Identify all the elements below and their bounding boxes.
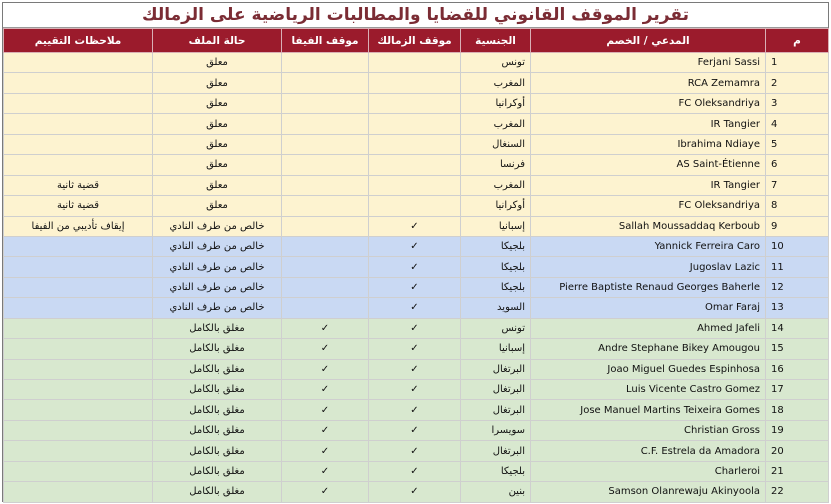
file-status-cell: خالص من طرف النادي — [153, 257, 282, 277]
notes-cell — [4, 339, 153, 359]
table-row — [4, 339, 829, 359]
file-status-cell: معلق — [153, 134, 282, 154]
fifa-status-cell: ✓ — [282, 380, 369, 400]
nationality-cell: أوكرانيا — [461, 93, 531, 113]
row-number: 2 — [766, 73, 829, 93]
fifa-status-cell: ✓ — [282, 441, 369, 461]
nationality-cell: السويد — [461, 298, 531, 318]
fifa-status-cell — [282, 134, 369, 154]
row-number: 4 — [766, 114, 829, 134]
nationality-cell: المغرب — [461, 73, 531, 93]
notes-cell — [4, 53, 153, 73]
row-number: 18 — [766, 400, 829, 420]
fifa-status-cell: ✓ — [282, 359, 369, 379]
nationality-cell: إسبانيا — [461, 216, 531, 236]
row-number: 7 — [766, 175, 829, 195]
notes-cell — [4, 134, 153, 154]
header-name: المدعي / الخصم — [531, 29, 766, 53]
table-row — [4, 441, 829, 461]
zamalek-status-cell: ✓ — [369, 339, 461, 359]
file-status-cell: معلق — [153, 196, 282, 216]
zamalek-status-cell: ✓ — [369, 441, 461, 461]
row-number: 8 — [766, 196, 829, 216]
header-nationality: الجنسية — [461, 29, 531, 53]
claimant-name: Jose Manuel Martins Teixeira Gomes — [531, 400, 766, 420]
claimant-name: Andre Stephane Bikey Amougou — [531, 339, 766, 359]
zamalek-status-cell — [369, 53, 461, 73]
claimant-name: FC Oleksandriya — [531, 196, 766, 216]
notes-cell — [4, 441, 153, 461]
zamalek-status-cell: ✓ — [369, 236, 461, 256]
header-fifa: موقف الفيفا — [282, 29, 369, 53]
fifa-status-cell: ✓ — [282, 339, 369, 359]
file-status-cell: مغلق بالكامل — [153, 359, 282, 379]
fifa-status-cell — [282, 155, 369, 175]
table-row — [4, 359, 829, 379]
row-number: 13 — [766, 298, 829, 318]
fifa-status-cell: ✓ — [282, 420, 369, 440]
claimant-name: Yannick Ferreira Caro — [531, 236, 766, 256]
fifa-status-cell — [282, 196, 369, 216]
nationality-cell: تونس — [461, 318, 531, 338]
table-row — [4, 216, 829, 236]
table-row — [4, 114, 829, 134]
nationality-cell: البرتغال — [461, 380, 531, 400]
nationality-cell: أوكرانيا — [461, 196, 531, 216]
notes-cell: قضية ثانية — [4, 196, 153, 216]
zamalek-status-cell: ✓ — [369, 298, 461, 318]
file-status-cell: معلق — [153, 175, 282, 195]
notes-cell — [4, 257, 153, 277]
fifa-status-cell — [282, 175, 369, 195]
header-row — [4, 29, 829, 53]
file-status-cell: مغلق بالكامل — [153, 339, 282, 359]
claimant-name: Ferjani Sassi — [531, 53, 766, 73]
row-number: 19 — [766, 420, 829, 440]
row-number: 17 — [766, 380, 829, 400]
nationality-cell: البرتغال — [461, 441, 531, 461]
file-status-cell: مغلق بالكامل — [153, 400, 282, 420]
notes-cell: إيقاف تأديبي من الفيفا — [4, 216, 153, 236]
notes-cell — [4, 114, 153, 134]
nationality-cell: سويسرا — [461, 420, 531, 440]
row-number: 3 — [766, 93, 829, 113]
table-row — [4, 134, 829, 154]
fifa-status-cell — [282, 73, 369, 93]
notes-cell — [4, 73, 153, 93]
fifa-status-cell: ✓ — [282, 482, 369, 502]
claimant-name: Jugoslav Lazic — [531, 257, 766, 277]
table-row — [4, 318, 829, 338]
zamalek-status-cell — [369, 93, 461, 113]
header-zamalek: موقف الزمالك — [369, 29, 461, 53]
notes-cell — [4, 400, 153, 420]
table-row — [4, 277, 829, 297]
table-body — [4, 53, 829, 503]
nationality-cell: بلجيكا — [461, 236, 531, 256]
row-number: 9 — [766, 216, 829, 236]
file-status-cell: خالص من طرف النادي — [153, 298, 282, 318]
table-row — [4, 461, 829, 481]
file-status-cell: خالص من طرف النادي — [153, 236, 282, 256]
claimant-name: C.F. Estrela da Amadora — [531, 441, 766, 461]
zamalek-status-cell: ✓ — [369, 277, 461, 297]
notes-cell — [4, 236, 153, 256]
header-notes: ملاحظات التقييم — [4, 29, 153, 53]
notes-cell — [4, 420, 153, 440]
row-number: 14 — [766, 318, 829, 338]
file-status-cell: معلق — [153, 93, 282, 113]
nationality-cell: إسبانيا — [461, 339, 531, 359]
row-number: 1 — [766, 53, 829, 73]
nationality-cell: بلجيكا — [461, 257, 531, 277]
zamalek-status-cell — [369, 73, 461, 93]
report-sheet — [2, 2, 829, 502]
file-status-cell: معلق — [153, 155, 282, 175]
nationality-cell: بلجيكا — [461, 461, 531, 481]
nationality-cell: بلجيكا — [461, 277, 531, 297]
zamalek-status-cell: ✓ — [369, 461, 461, 481]
claimant-name: Charleroi — [531, 461, 766, 481]
row-number: 5 — [766, 134, 829, 154]
notes-cell — [4, 482, 153, 502]
nationality-cell: المغرب — [461, 175, 531, 195]
nationality-cell: بنين — [461, 482, 531, 502]
table-row — [4, 53, 829, 73]
table-row — [4, 400, 829, 420]
claimant-name: Ahmed Jafeli — [531, 318, 766, 338]
cases-table — [3, 28, 829, 503]
claimant-name: Ibrahima Ndiaye — [531, 134, 766, 154]
fifa-status-cell — [282, 277, 369, 297]
table-row — [4, 298, 829, 318]
table-row — [4, 196, 829, 216]
notes-cell — [4, 359, 153, 379]
row-number: 22 — [766, 482, 829, 502]
nationality-cell: تونس — [461, 53, 531, 73]
file-status-cell: مغلق بالكامل — [153, 441, 282, 461]
notes-cell — [4, 155, 153, 175]
claimant-name: Christian Gross — [531, 420, 766, 440]
report-title: تقرير الموقف القانوني للقضايا والمطالبات الرياضية على الزمالك — [3, 3, 828, 28]
claimant-name: Samson Olanrewaju Akinyoola — [531, 482, 766, 502]
fifa-status-cell: ✓ — [282, 461, 369, 481]
table-row — [4, 482, 829, 502]
notes-cell: قضية ثانية — [4, 175, 153, 195]
table-row — [4, 175, 829, 195]
notes-cell — [4, 277, 153, 297]
fifa-status-cell: ✓ — [282, 318, 369, 338]
header-file: حالة الملف — [153, 29, 282, 53]
zamalek-status-cell: ✓ — [369, 400, 461, 420]
fifa-status-cell: ✓ — [282, 400, 369, 420]
zamalek-status-cell — [369, 155, 461, 175]
row-number: 10 — [766, 236, 829, 256]
nationality-cell: المغرب — [461, 114, 531, 134]
claimant-name: IR Tangier — [531, 114, 766, 134]
row-number: 6 — [766, 155, 829, 175]
zamalek-status-cell: ✓ — [369, 380, 461, 400]
notes-cell — [4, 298, 153, 318]
file-status-cell: مغلق بالكامل — [153, 318, 282, 338]
fifa-status-cell — [282, 257, 369, 277]
zamalek-status-cell — [369, 196, 461, 216]
file-status-cell: مغلق بالكامل — [153, 482, 282, 502]
file-status-cell: مغلق بالكامل — [153, 420, 282, 440]
claimant-name: Omar Faraj — [531, 298, 766, 318]
row-number: 15 — [766, 339, 829, 359]
table-row — [4, 236, 829, 256]
fifa-status-cell — [282, 216, 369, 236]
zamalek-status-cell — [369, 134, 461, 154]
table-row — [4, 380, 829, 400]
fifa-status-cell — [282, 93, 369, 113]
row-number: 21 — [766, 461, 829, 481]
claimant-name: AS Saint-Étienne — [531, 155, 766, 175]
nationality-cell: البرتغال — [461, 359, 531, 379]
table-row — [4, 93, 829, 113]
file-status-cell: خالص من طرف النادي — [153, 216, 282, 236]
file-status-cell: معلق — [153, 114, 282, 134]
row-number: 12 — [766, 277, 829, 297]
file-status-cell: معلق — [153, 73, 282, 93]
claimant-name: RCA Zemamra — [531, 73, 766, 93]
file-status-cell: مغلق بالكامل — [153, 461, 282, 481]
table-row — [4, 155, 829, 175]
notes-cell — [4, 93, 153, 113]
notes-cell — [4, 318, 153, 338]
zamalek-status-cell: ✓ — [369, 257, 461, 277]
fifa-status-cell — [282, 236, 369, 256]
zamalek-status-cell: ✓ — [369, 318, 461, 338]
nationality-cell: السنغال — [461, 134, 531, 154]
claimant-name: Sallah Moussaddaq Kerboub — [531, 216, 766, 236]
notes-cell — [4, 380, 153, 400]
zamalek-status-cell: ✓ — [369, 420, 461, 440]
nationality-cell: فرنسا — [461, 155, 531, 175]
file-status-cell: خالص من طرف النادي — [153, 277, 282, 297]
row-number: 16 — [766, 359, 829, 379]
fifa-status-cell — [282, 114, 369, 134]
zamalek-status-cell: ✓ — [369, 216, 461, 236]
zamalek-status-cell — [369, 114, 461, 134]
zamalek-status-cell: ✓ — [369, 482, 461, 502]
zamalek-status-cell — [369, 175, 461, 195]
header-num: م — [766, 29, 829, 53]
row-number: 20 — [766, 441, 829, 461]
claimant-name: IR Tangier — [531, 175, 766, 195]
table-row — [4, 420, 829, 440]
fifa-status-cell — [282, 53, 369, 73]
table-row — [4, 257, 829, 277]
row-number: 11 — [766, 257, 829, 277]
file-status-cell: معلق — [153, 53, 282, 73]
file-status-cell: مغلق بالكامل — [153, 380, 282, 400]
table-row — [4, 73, 829, 93]
claimant-name: Joao Miguel Guedes Espinhosa — [531, 359, 766, 379]
notes-cell — [4, 461, 153, 481]
claimant-name: Pierre Baptiste Renaud Georges Baherle — [531, 277, 766, 297]
fifa-status-cell — [282, 298, 369, 318]
nationality-cell: البرتغال — [461, 400, 531, 420]
claimant-name: Luis Vicente Castro Gomez — [531, 380, 766, 400]
zamalek-status-cell: ✓ — [369, 359, 461, 379]
claimant-name: FC Oleksandriya — [531, 93, 766, 113]
